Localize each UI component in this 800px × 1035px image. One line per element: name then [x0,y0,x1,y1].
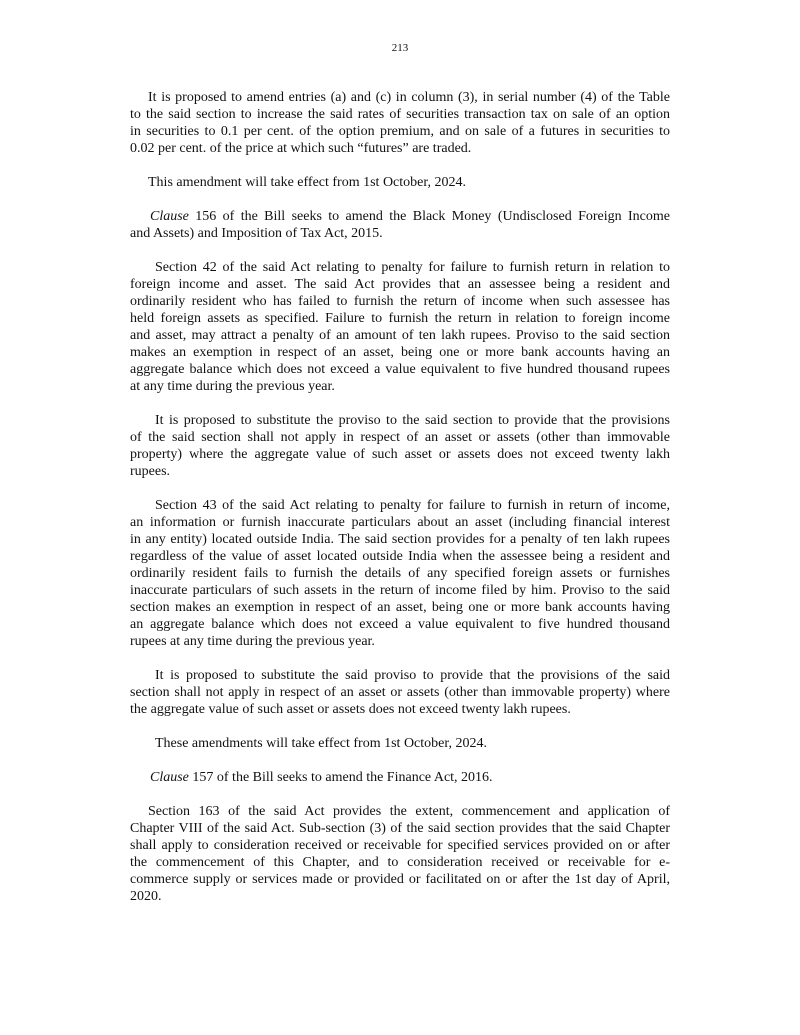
text-line: ordinarily resident who has failed to furnish the return of income when such assessee has [130,294,670,309]
text-line: and asset, may attract a penalty of an amount of ten lakh rupees. Proviso to the said section [130,328,670,343]
text-line: 0.02 per cent. of the price at which such “futures” are traded. [130,141,472,156]
paragraph [130,208,670,242]
text-line: ordinarily resident fails to furnish the details of any specified foreign assets or furnishes [130,566,670,581]
text-line: makes an exemption in respect of an asset, being one or more bank accounts having an [130,345,670,360]
paragraph [130,174,670,191]
text-line: and Assets) and Imposition of Tax Act, 2015. [130,226,383,241]
text-line: in any entity) located outside India. The said section provides for a penalty of ten lakh rupees [130,532,670,547]
text-line: inaccurate particulars of such assets in the return of income filed by him. Proviso to the said [130,583,670,598]
document-body [130,89,670,922]
text-line: foreign income and asset. The said Act provides that an assessee being a resident and [130,277,670,292]
text-line: an aggregate balance which does not exceed a value equivalent to five hundred thousand [130,617,670,632]
clause-label: Clause [150,209,189,224]
clause-label: Clause [150,770,189,785]
text-line: shall apply to consideration received or receivable for specified services provided on or after [130,838,670,853]
paragraph [130,259,670,395]
text-line: property) where the aggregate value of such asset or assets does not exceed twenty lakh [130,447,670,462]
paragraph [130,667,670,718]
text-line: of the said section shall not apply in respect of an asset or assets (other than immovable [130,430,670,445]
paragraph [130,497,670,650]
text-line: Section 43 of the said Act relating to penalty for failure to furnish in return of income, [155,498,670,513]
text-line: held foreign assets as specified. Failure to furnish the return in relation to foreign income [130,311,670,326]
page-number: 213 [391,42,409,54]
text-line: Chapter VIII of the said Act. Sub-section (3) of the said section provides that the said Chapter [130,821,670,836]
text-line: the commencement of this Chapter, and to consideration received or receivable for e- [130,855,670,870]
text-line: rupees. [130,464,171,479]
paragraph [130,89,670,157]
text-line: 2020. [130,889,162,904]
text-line: aggregate balance which does not exceed a value equivalent to five hundred thousand rupees [130,362,670,377]
text-line: in securities to 0.1 per cent. of the option premium, and on sale of a futures in securities to [130,124,670,139]
text-line: regardless of the value of asset located outside India when the assessee being a resident and [130,549,670,564]
text-line: to the said section to increase the said rates of securities transaction tax on sale of an option [130,107,670,122]
text-line [130,208,670,225]
text-line: Section 42 of the said Act relating to penalty for failure to furnish return in relation to [155,260,670,275]
text-run: 156 of the Bill seeks to amend the Black Money (Undisclosed Foreign Income [188,209,670,224]
text-line: the aggregate value of such asset or assets does not exceed twenty lakh rupees. [130,702,571,717]
text-line: commerce supply or services made or provided or facilitated on or after the 1st day of April, [130,872,670,887]
text-line: These amendments will take effect from 1st October, 2024. [155,736,487,751]
text-line: at any time during the previous year. [130,379,335,394]
paragraph [130,769,670,786]
text-line [130,769,670,786]
text-line: This amendment will take effect from 1st October, 2024. [148,175,466,190]
text-line: an information or furnish inaccurate particulars about an asset (including financial interest [130,515,670,530]
text-line: Section 163 of the said Act provides the extent, commencement and application of [148,804,670,819]
text-line: section makes an exemption in respect of an asset, being one or more bank accounts having [130,600,670,615]
text-line: It is proposed to substitute the said proviso to provide that the provisions of the said [155,668,670,683]
paragraph [130,412,670,480]
paragraph [130,735,670,752]
text-line: It is proposed to amend entries (a) and (c) in column (3), in serial number (4) of the Table [148,90,670,105]
text-line: rupees at any time during the previous year. [130,634,375,649]
text-line: It is proposed to substitute the proviso to the said section to provide that the provisions [155,413,670,428]
text-line: section shall not apply in respect of an asset or assets (other than immovable property) where [130,685,670,700]
text-run: 157 of the Bill seeks to amend the Finance Act, 2016. [188,770,493,785]
paragraph [130,803,670,905]
